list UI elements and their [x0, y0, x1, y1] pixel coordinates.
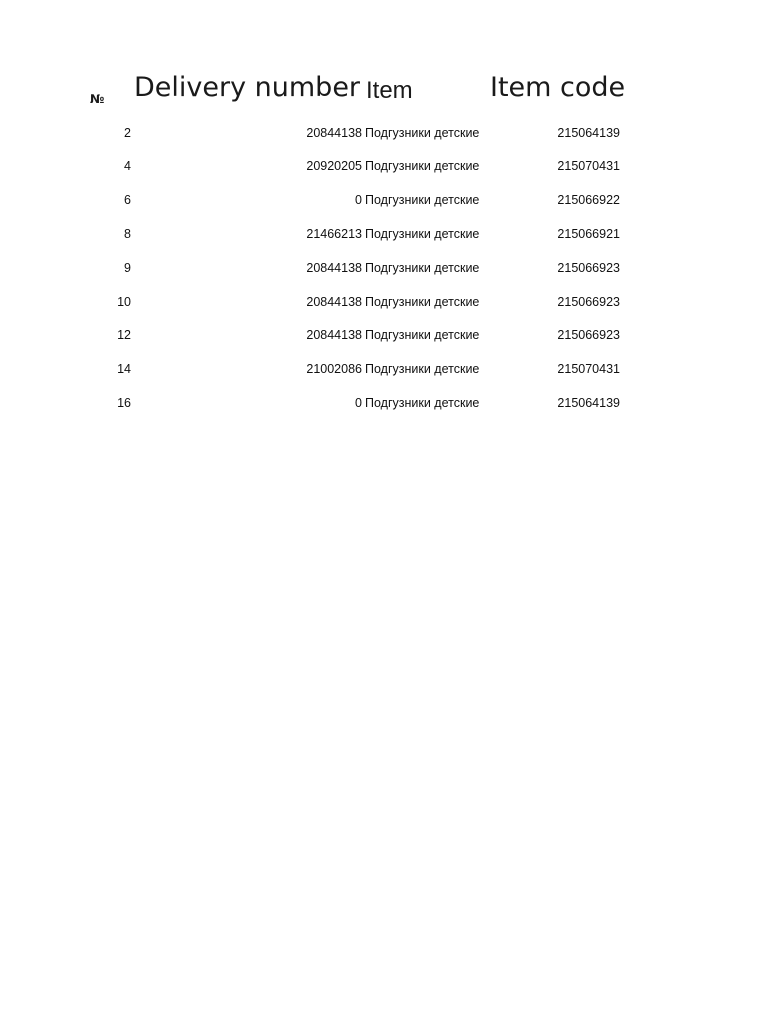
row-item: Подгузники детские	[365, 328, 480, 342]
row-item-code: 215066923	[557, 261, 620, 275]
row-delivery-number: 0	[355, 396, 362, 410]
row-item-code: 215064139	[557, 126, 620, 140]
table-row	[0, 325, 768, 345]
row-item: Подгузники детские	[365, 126, 480, 140]
row-delivery-number: 0	[355, 193, 362, 207]
table-row	[0, 224, 768, 244]
header-item: Item	[366, 77, 413, 104]
table-row	[0, 156, 768, 176]
row-item: Подгузники детские	[365, 159, 480, 173]
row-item-code: 215064139	[557, 396, 620, 410]
row-number: 10	[117, 295, 131, 309]
row-item-code: 215070431	[557, 159, 620, 173]
row-delivery-number: 20844138	[306, 328, 362, 342]
row-item: Подгузники детские	[365, 227, 480, 241]
row-number: 6	[124, 193, 131, 207]
row-item: Подгузники детские	[365, 261, 480, 275]
row-item-code: 215070431	[557, 362, 620, 376]
row-number: 14	[117, 362, 131, 376]
row-number: 8	[124, 227, 131, 241]
row-delivery-number: 20844138	[306, 295, 362, 309]
row-item: Подгузники детские	[365, 362, 480, 376]
row-number: 9	[124, 261, 131, 275]
table-row	[0, 258, 768, 278]
header-number: №	[90, 92, 105, 106]
row-delivery-number: 20844138	[306, 126, 362, 140]
row-item: Подгузники детские	[365, 396, 480, 410]
row-number: 12	[117, 328, 131, 342]
header-delivery-number: Delivery number	[134, 72, 361, 103]
table-row	[0, 359, 768, 379]
row-item-code: 215066923	[557, 295, 620, 309]
row-item-code: 215066921	[557, 227, 620, 241]
table-row	[0, 123, 768, 143]
table-row	[0, 190, 768, 210]
row-delivery-number: 21466213	[306, 227, 362, 241]
row-delivery-number: 20920205	[306, 159, 362, 173]
row-delivery-number: 20844138	[306, 261, 362, 275]
row-item-code: 215066923	[557, 328, 620, 342]
row-number: 16	[117, 396, 131, 410]
table-row	[0, 393, 768, 413]
row-number: 2	[124, 126, 131, 140]
table-row	[0, 292, 768, 312]
header-item-code: Item code	[490, 72, 626, 103]
row-number: 4	[124, 159, 131, 173]
row-delivery-number: 21002086	[306, 362, 362, 376]
row-item-code: 215066922	[557, 193, 620, 207]
row-item: Подгузники детские	[365, 295, 480, 309]
row-item: Подгузники детские	[365, 193, 480, 207]
